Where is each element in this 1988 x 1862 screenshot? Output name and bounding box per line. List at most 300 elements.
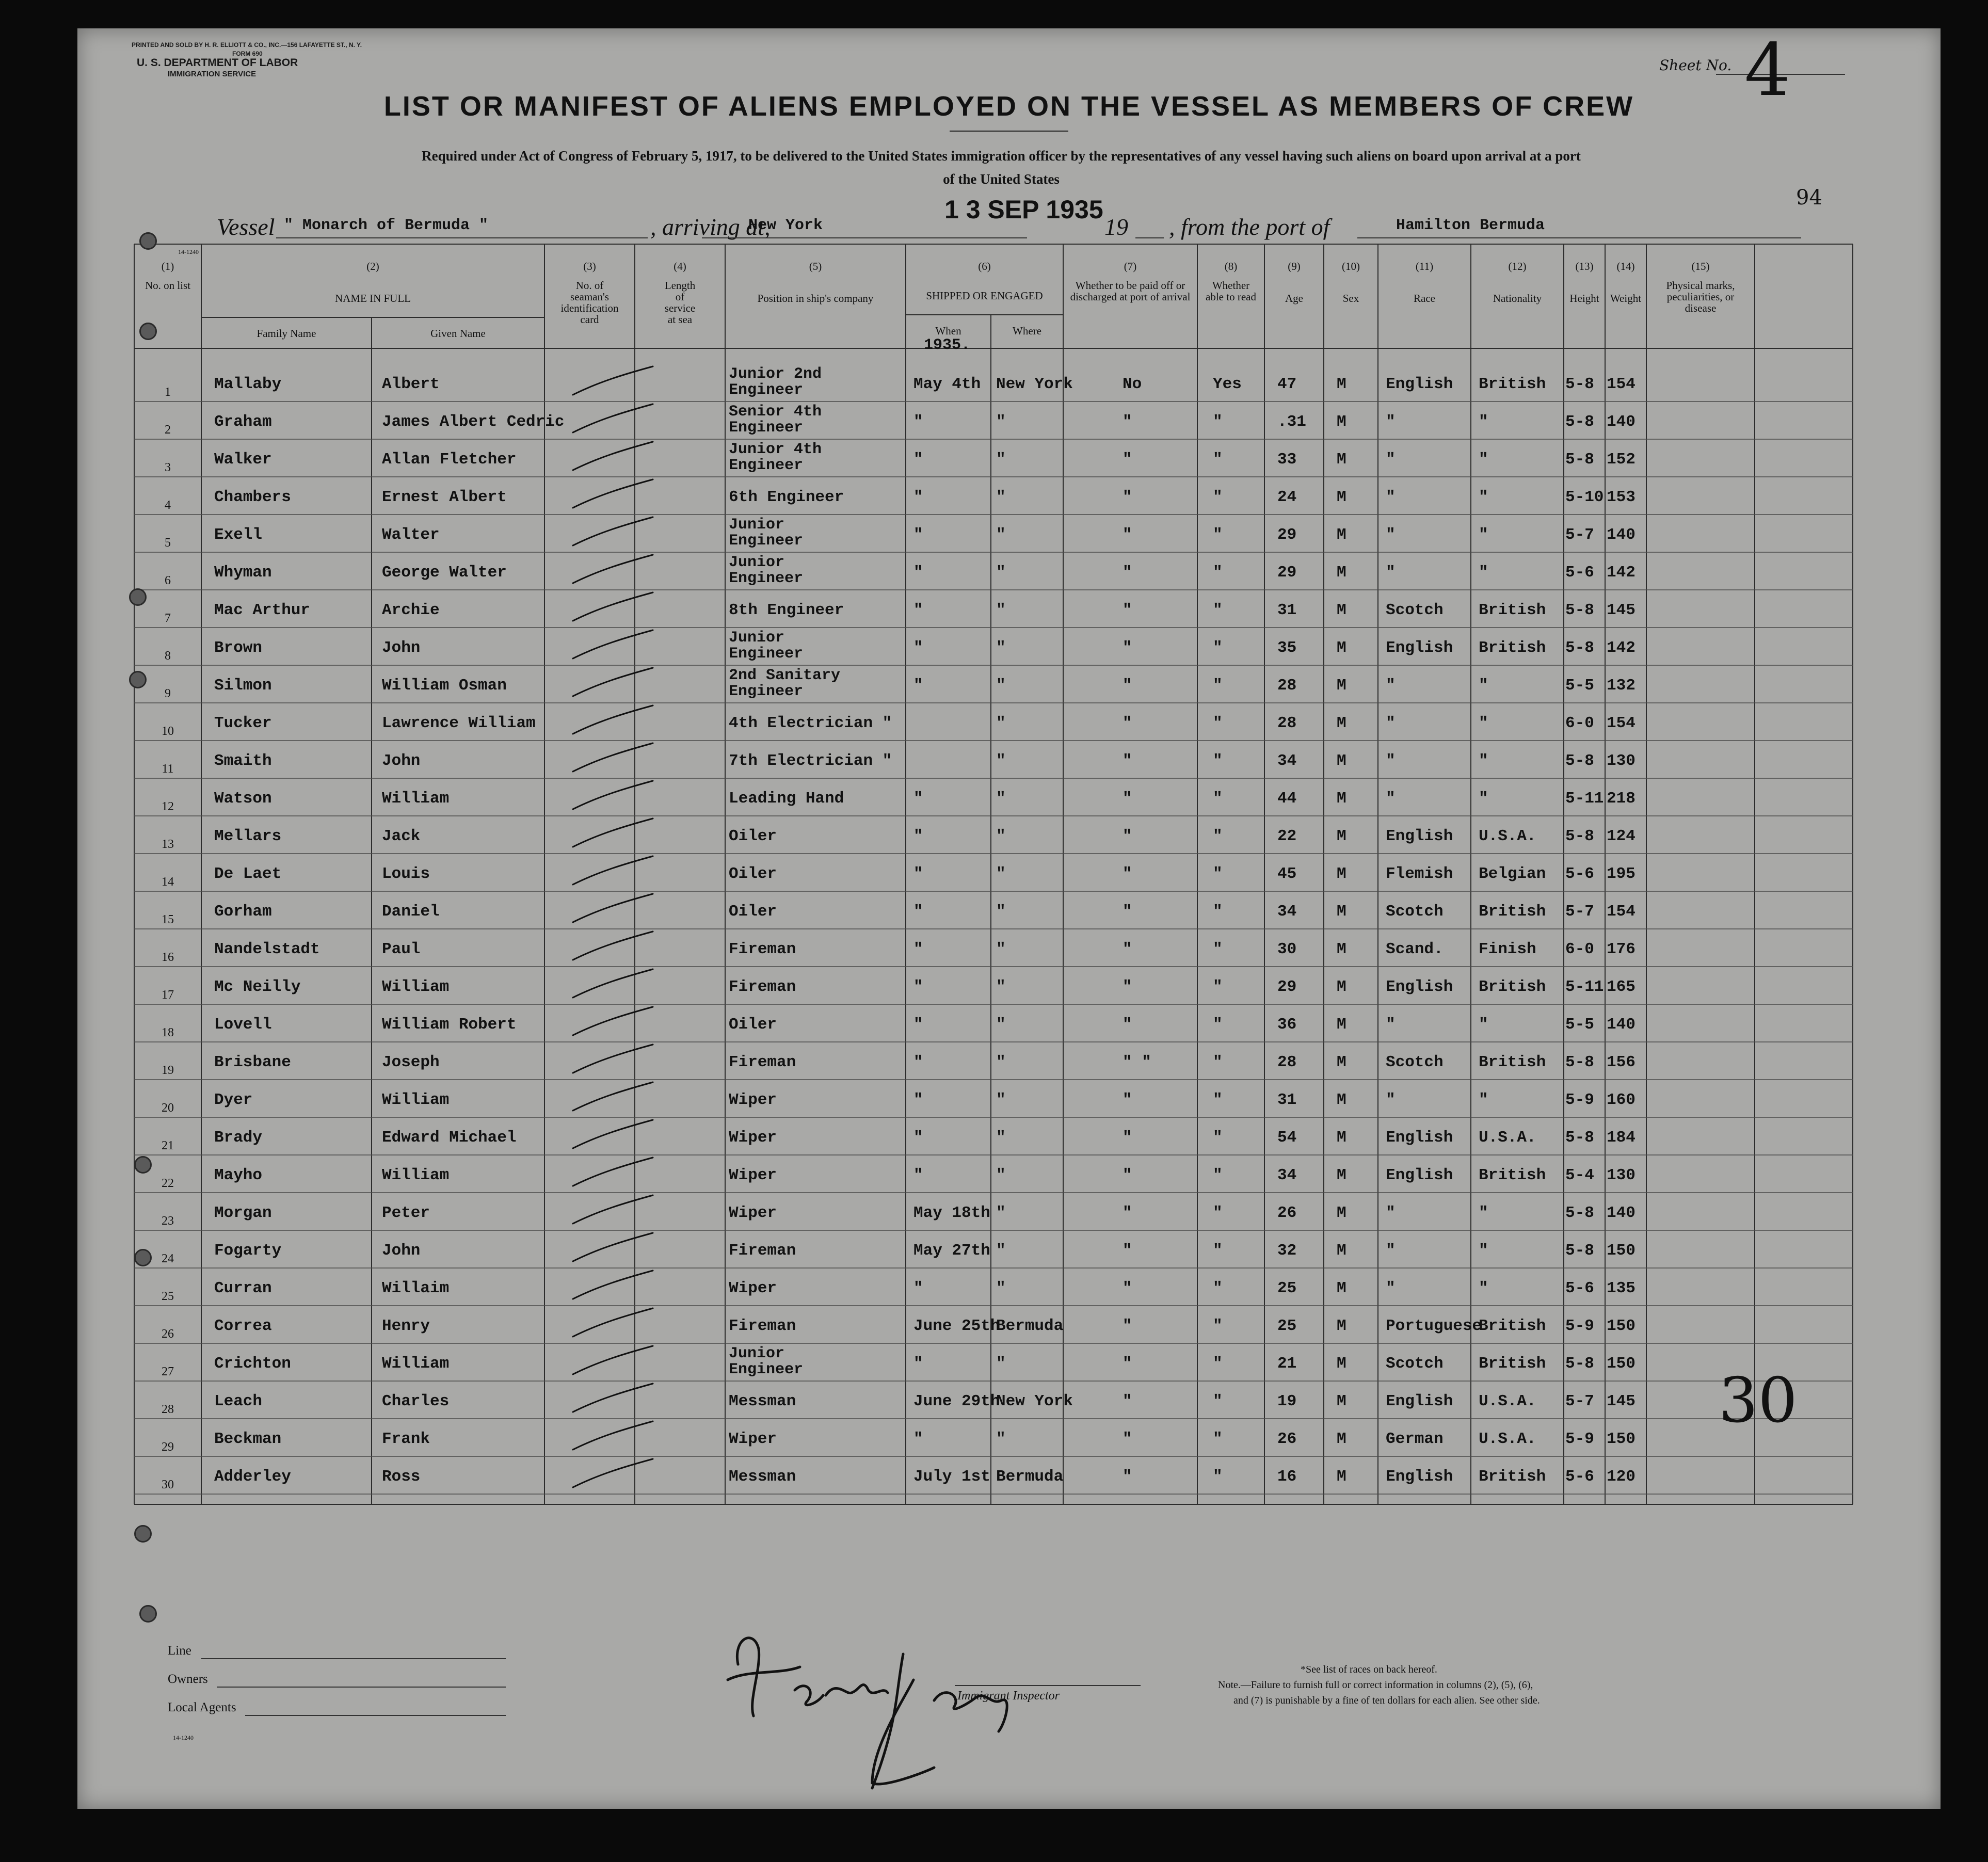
sex-cell: M	[1337, 714, 1346, 732]
race-cell: "	[1386, 1279, 1396, 1297]
able-to-read-cell: "	[1213, 752, 1223, 770]
shipped-when-cell: "	[913, 1053, 923, 1071]
shipped-where-cell: "	[996, 1242, 1006, 1260]
paid-off-cell: "	[1123, 413, 1132, 431]
col2-header	[201, 261, 544, 304]
weight-cell: 145	[1607, 1392, 1636, 1410]
height-cell: 5-4	[1565, 1166, 1594, 1184]
position-cell: Wiper	[729, 1166, 777, 1184]
col14-number: (14)	[1616, 260, 1635, 272]
family-name-cell: Correa	[214, 1317, 272, 1335]
weight-cell: 140	[1607, 526, 1636, 544]
shipped-when-cell: May 4th	[913, 375, 981, 393]
row-number: 27	[162, 1365, 174, 1378]
able-to-read-cell: "	[1213, 1392, 1223, 1410]
position-cell: Oiler	[729, 827, 777, 845]
punch-hole	[134, 1525, 152, 1543]
sex-cell: M	[1337, 1129, 1346, 1147]
col8-title: Whether able to read	[1206, 279, 1256, 303]
family-name-header: Family Name	[256, 327, 316, 340]
weight-cell: 154	[1607, 714, 1636, 732]
given-name-cell: Charles	[382, 1392, 450, 1410]
shipped-where-cell: "	[996, 865, 1006, 883]
able-to-read-cell: "	[1213, 1242, 1223, 1260]
shipped-when-cell: June 25th	[913, 1317, 1000, 1335]
nationality-cell: "	[1479, 526, 1488, 544]
page-title: LIST OR MANIFEST OF ALIENS EMPLOYED ON THE VESSEL AS MEMBERS OF CREW	[383, 91, 1634, 122]
col15-number: (15)	[1691, 260, 1710, 272]
nationality-cell: British	[1479, 1166, 1546, 1184]
paid-off-cell: "	[1123, 1129, 1132, 1147]
col6-year: 1935.	[924, 336, 971, 354]
family-name-cell: Crichton	[214, 1355, 291, 1373]
able-to-read-cell: "	[1213, 1279, 1223, 1297]
position-cell: Wiper	[729, 1279, 777, 1297]
punch-hole	[139, 1605, 157, 1623]
height-cell: 5-8	[1565, 639, 1594, 657]
vessel-label: Vessel	[217, 214, 275, 240]
given-name-cell: William	[382, 790, 450, 808]
col11-number: (11)	[1415, 260, 1434, 272]
age-cell: 19	[1277, 1392, 1297, 1410]
paid-off-cell: "	[1123, 1091, 1132, 1109]
family-name-cell: Watson	[214, 790, 272, 808]
col4-title: Length of service at sea	[664, 279, 696, 326]
family-name-cell: Leach	[214, 1392, 263, 1410]
sex-cell: M	[1337, 1016, 1346, 1034]
sex-cell: M	[1337, 564, 1346, 582]
given-name-cell: Edward Michael	[382, 1129, 517, 1147]
race-cell: English	[1386, 827, 1453, 845]
row-number: 5	[165, 536, 171, 550]
given-name-cell: Peter	[382, 1204, 430, 1222]
given-name-cell: Willaim	[382, 1279, 450, 1297]
given-name-cell: Albert	[382, 375, 440, 393]
family-name-cell: Mayho	[214, 1166, 263, 1184]
given-name-cell: Louis	[382, 865, 430, 883]
weight-cell: 154	[1607, 375, 1636, 393]
height-cell: 5-5	[1565, 1016, 1594, 1034]
age-cell: .31	[1277, 413, 1306, 431]
position-cell: Junior Engineer	[729, 629, 804, 663]
race-cell: English	[1386, 375, 1453, 393]
sex-cell: M	[1337, 677, 1346, 695]
paid-off-cell: "	[1123, 1355, 1132, 1373]
able-to-read-cell: "	[1213, 790, 1223, 808]
age-cell: 29	[1277, 526, 1297, 544]
sex-cell: M	[1337, 601, 1346, 619]
position-cell: Fireman	[729, 1317, 796, 1335]
shipped-when-cell: "	[913, 451, 923, 469]
shipped-where-cell: Bermuda	[996, 1317, 1064, 1335]
nationality-cell: British	[1479, 1468, 1546, 1486]
able-to-read-cell: "	[1213, 413, 1223, 431]
nationality-cell: U.S.A.	[1479, 827, 1536, 845]
id-card-tick	[573, 668, 653, 696]
family-name-cell: Mallaby	[214, 375, 282, 393]
col12-header	[1471, 261, 1564, 304]
col9-title: Age	[1285, 292, 1303, 304]
family-name-cell: Brady	[214, 1129, 263, 1147]
able-to-read-cell: "	[1213, 1317, 1223, 1335]
height-cell: 6-0	[1565, 940, 1594, 958]
sheet-number: 4	[1744, 28, 1791, 113]
margin-number: 94	[1796, 186, 1822, 210]
shipped-where-cell: "	[996, 564, 1006, 582]
position-cell: 2nd Sanitary Engineer	[729, 667, 841, 700]
race-cell: Flemish	[1386, 865, 1453, 883]
col10-title: Sex	[1342, 292, 1359, 304]
sex-cell: M	[1337, 790, 1346, 808]
shipped-where-cell: "	[996, 1053, 1006, 1071]
race-cell: Portuguese	[1386, 1317, 1482, 1335]
height-cell: 5-9	[1565, 1430, 1594, 1448]
nationality-cell: British	[1479, 978, 1546, 996]
age-cell: 29	[1277, 978, 1297, 996]
row-number: 15	[162, 913, 174, 926]
col13-number: (13)	[1575, 260, 1594, 272]
paid-off-cell: "	[1123, 865, 1132, 883]
position-cell: Oiler	[729, 903, 777, 921]
height-cell: 5-11	[1565, 978, 1604, 996]
shipped-when-cell: "	[913, 601, 923, 619]
race-cell: "	[1386, 1091, 1396, 1109]
given-name-cell: William	[382, 1166, 450, 1184]
id-card-tick	[573, 1233, 653, 1261]
race-cell: "	[1386, 413, 1396, 431]
row-number: 8	[165, 649, 171, 663]
given-name-cell: Archie	[382, 601, 440, 619]
given-name-cell: James Albert Cedric	[382, 413, 565, 431]
age-cell: 26	[1277, 1430, 1297, 1448]
id-card-tick	[573, 1346, 653, 1374]
family-name-cell: Chambers	[214, 488, 291, 506]
family-name-cell: Walker	[214, 451, 272, 469]
paid-off-cell: "	[1123, 1468, 1132, 1486]
sex-cell: M	[1337, 488, 1346, 506]
row-number: 23	[162, 1214, 174, 1228]
height-cell: 5-9	[1565, 1091, 1594, 1109]
position-cell: Wiper	[729, 1091, 777, 1109]
family-name-cell: Brisbane	[214, 1053, 291, 1071]
able-to-read-cell: "	[1213, 1129, 1223, 1147]
punch-hole	[139, 232, 157, 250]
shipped-when-cell: "	[913, 1016, 923, 1034]
position-cell: Fireman	[729, 1242, 796, 1260]
weight-cell: 152	[1607, 451, 1636, 469]
age-cell: 30	[1277, 940, 1297, 958]
family-name-cell: Smaith	[214, 752, 272, 770]
sex-cell: M	[1337, 903, 1346, 921]
weight-cell: 130	[1607, 1166, 1636, 1184]
height-cell: 5-7	[1565, 1392, 1594, 1410]
weight-cell: 130	[1607, 752, 1636, 770]
able-to-read-cell: "	[1213, 827, 1223, 845]
nationality-cell: "	[1479, 1204, 1488, 1222]
race-cell: German	[1386, 1430, 1444, 1448]
position-cell: 6th Engineer	[729, 488, 844, 506]
height-cell: 5-7	[1565, 903, 1594, 921]
given-name-cell: Ross	[382, 1468, 421, 1486]
height-cell: 5-8	[1565, 752, 1594, 770]
given-name-cell: Lawrence William	[382, 714, 536, 732]
date-stamp: 1 3 SEP 1935	[944, 195, 1103, 224]
paid-off-cell: "	[1123, 1016, 1132, 1034]
given-name-cell: Joseph	[382, 1053, 440, 1071]
given-name-cell: William	[382, 1091, 450, 1109]
race-cell: Scotch	[1386, 903, 1444, 921]
height-cell: 5-8	[1565, 1204, 1594, 1222]
given-name-cell: Jack	[382, 827, 421, 845]
id-card-tick	[573, 630, 653, 659]
nationality-cell: "	[1479, 1016, 1488, 1034]
col1-header	[134, 261, 201, 291]
age-cell: 21	[1277, 1355, 1297, 1373]
id-card-tick	[573, 442, 653, 470]
id-card-tick	[573, 479, 653, 508]
shipped-where-cell: "	[996, 1129, 1006, 1147]
line-label: Line	[168, 1644, 191, 1658]
nationality-cell: "	[1479, 677, 1488, 695]
position-cell: 8th Engineer	[729, 601, 844, 619]
shipped-where-cell: "	[996, 1166, 1006, 1184]
sex-cell: M	[1337, 1053, 1346, 1071]
given-name-cell: John	[382, 639, 421, 657]
row-number: 19	[162, 1064, 174, 1077]
given-name-cell: George Walter	[382, 564, 507, 582]
sex-cell: M	[1337, 827, 1346, 845]
row-number: 30	[162, 1478, 174, 1491]
row-number: 1	[165, 386, 171, 399]
col2-number: (2)	[366, 260, 379, 272]
position-cell: Leading Hand	[729, 790, 844, 808]
sex-cell: M	[1337, 375, 1346, 393]
age-cell: 26	[1277, 1204, 1297, 1222]
shipped-when-cell: "	[913, 790, 923, 808]
able-to-read-cell: "	[1213, 1430, 1223, 1448]
sex-cell: M	[1337, 639, 1346, 657]
age-cell: 34	[1277, 1166, 1297, 1184]
shipped-where-cell: "	[996, 1430, 1006, 1448]
shipped-where-cell: "	[996, 451, 1006, 469]
id-card-tick	[573, 1007, 653, 1035]
family-name-cell: Silmon	[214, 677, 272, 695]
col3-header	[544, 261, 635, 325]
id-card-tick	[573, 1120, 653, 1148]
tally-number: 30	[1719, 1365, 1798, 1437]
position-cell: Messman	[729, 1392, 796, 1410]
weight-cell: 140	[1607, 1204, 1636, 1222]
position-cell: Junior Engineer	[729, 554, 804, 587]
height-cell: 5-8	[1565, 1053, 1594, 1071]
col6-title: SHIPPED OR ENGAGED	[926, 290, 1043, 302]
agents-rule	[245, 1715, 506, 1716]
race-cell: Scotch	[1386, 1355, 1444, 1373]
col12-number: (12)	[1508, 260, 1527, 272]
height-cell: 5-7	[1565, 526, 1594, 544]
age-cell: 31	[1277, 1091, 1297, 1109]
height-cell: 6-0	[1565, 714, 1594, 732]
shipped-where-cell: New York	[996, 1392, 1073, 1410]
paid-off-cell: No	[1123, 375, 1142, 393]
able-to-read-cell: "	[1213, 1468, 1223, 1486]
shipped-where-cell: "	[996, 488, 1006, 506]
fine-note-line1: Note.—Failure to furnish full or correct information in columns (2), (5), (6),	[1218, 1679, 1533, 1691]
row-number: 16	[162, 951, 174, 964]
weight-cell: 145	[1607, 601, 1636, 619]
able-to-read-cell: "	[1213, 1355, 1223, 1373]
weight-cell: 150	[1607, 1242, 1636, 1260]
shipped-when-cell: "	[913, 865, 923, 883]
age-cell: 54	[1277, 1129, 1297, 1147]
family-name-cell: De Laet	[214, 865, 282, 883]
age-cell: 22	[1277, 827, 1297, 845]
row-number: 11	[162, 762, 174, 776]
paid-off-cell: " "	[1123, 1053, 1151, 1071]
id-card-tick	[573, 1421, 653, 1450]
height-cell: 5-8	[1565, 601, 1594, 619]
paid-off-cell: "	[1123, 1279, 1132, 1297]
col14-title: Weight	[1610, 292, 1642, 304]
age-cell: 33	[1277, 451, 1297, 469]
height-cell: 5-6	[1565, 1468, 1594, 1486]
shipped-where-cell: New York	[996, 375, 1073, 393]
race-cell: "	[1386, 1016, 1396, 1034]
age-cell: 34	[1277, 752, 1297, 770]
id-card-tick	[573, 404, 653, 432]
paid-off-cell: "	[1123, 940, 1132, 958]
shipped-when-cell: "	[913, 940, 923, 958]
weight-cell: 195	[1607, 865, 1636, 883]
nationality-cell: U.S.A.	[1479, 1392, 1536, 1410]
weight-cell: 165	[1607, 978, 1636, 996]
col9-header	[1264, 261, 1324, 304]
given-name-cell: William	[382, 978, 450, 996]
weight-cell: 135	[1607, 1279, 1636, 1297]
col2-title: NAME IN FULL	[335, 292, 411, 304]
paid-off-cell: "	[1123, 451, 1132, 469]
sex-cell: M	[1337, 526, 1346, 544]
id-card-tick	[573, 1045, 653, 1073]
given-name-cell: William	[382, 1355, 450, 1373]
id-card-tick	[573, 743, 653, 772]
id-card-tick	[573, 969, 653, 998]
age-cell: 28	[1277, 714, 1297, 732]
id-card-tick	[573, 856, 653, 885]
shipped-when-cell: "	[913, 978, 923, 996]
col5-number: (5)	[809, 260, 822, 272]
col6-where-header: Where	[1013, 325, 1041, 337]
weight-cell: 124	[1607, 827, 1636, 845]
able-to-read-cell: "	[1213, 940, 1223, 958]
position-cell: Senior 4th Engineer	[729, 403, 822, 437]
given-name-cell: John	[382, 752, 421, 770]
able-to-read-cell: "	[1213, 526, 1223, 544]
age-cell: 47	[1277, 375, 1297, 393]
weight-cell: 120	[1607, 1468, 1636, 1486]
sex-cell: M	[1337, 1430, 1346, 1448]
col15-header	[1646, 261, 1755, 314]
able-to-read-cell: "	[1213, 601, 1223, 619]
sex-cell: M	[1337, 1468, 1346, 1486]
race-cell: English	[1386, 1129, 1453, 1147]
given-name-cell: John	[382, 1242, 421, 1260]
position-cell: Junior 4th Engineer	[729, 441, 822, 474]
age-cell: 32	[1277, 1242, 1297, 1260]
shipped-when-cell: "	[913, 1355, 923, 1373]
col6-header	[906, 261, 1063, 301]
race-cell: Scotch	[1386, 601, 1444, 619]
id-card-tick	[573, 366, 653, 395]
race-cell: English	[1386, 639, 1453, 657]
race-cell: English	[1386, 1468, 1453, 1486]
nationality-cell: "	[1479, 1242, 1488, 1260]
from-line	[1357, 237, 1801, 238]
sex-cell: M	[1337, 1392, 1346, 1410]
col14-header	[1605, 261, 1646, 304]
weight-cell: 150	[1607, 1430, 1636, 1448]
row-number: 29	[162, 1440, 174, 1454]
inspector-label: Immigrant Inspector	[957, 1689, 1060, 1703]
race-cell: Scotch	[1386, 1053, 1444, 1071]
shipped-where-cell: "	[996, 714, 1006, 732]
line-rule	[201, 1658, 506, 1659]
col1-title: No. on list	[145, 279, 191, 292]
paid-off-cell: "	[1123, 752, 1132, 770]
shipped-when-cell: May 27th	[913, 1242, 990, 1260]
vessel-name: " Monarch of Bermuda "	[284, 217, 489, 234]
nationality-cell: British	[1479, 375, 1546, 393]
given-name-cell: Walter	[382, 526, 440, 544]
nationality-cell: British	[1479, 1317, 1546, 1335]
height-cell: 5-8	[1565, 1242, 1594, 1260]
family-name-cell: Brown	[214, 639, 263, 657]
age-cell: 25	[1277, 1317, 1297, 1335]
col5-title: Position in ship's company	[757, 292, 874, 304]
weight-cell: 140	[1607, 1016, 1636, 1034]
punch-hole	[139, 323, 157, 340]
nationality-cell: British	[1479, 639, 1546, 657]
able-to-read-cell: "	[1213, 1016, 1223, 1034]
col15-title: Physical marks, peculiarities, or disease	[1666, 279, 1735, 314]
race-cell: "	[1386, 752, 1396, 770]
shipped-where-cell: "	[996, 978, 1006, 996]
height-cell: 5-6	[1565, 564, 1594, 582]
nationality-cell: Belgian	[1479, 865, 1546, 883]
row-number: 14	[162, 875, 174, 889]
row-number: 10	[162, 725, 174, 738]
shipped-when-cell: "	[913, 827, 923, 845]
height-cell: 5-11	[1565, 790, 1604, 808]
race-cell: "	[1386, 714, 1396, 732]
sex-cell: M	[1337, 413, 1346, 431]
age-cell: 28	[1277, 1053, 1297, 1071]
shipped-where-cell: "	[996, 827, 1006, 845]
given-name-cell: William Osman	[382, 677, 507, 695]
shipped-when-cell: "	[913, 903, 923, 921]
row-number: 7	[165, 612, 171, 625]
row-number: 21	[162, 1139, 174, 1152]
family-name-cell: Beckman	[214, 1430, 282, 1448]
punch-hole	[134, 1249, 152, 1266]
nationality-cell: U.S.A.	[1479, 1129, 1536, 1147]
nationality-cell: British	[1479, 903, 1546, 921]
age-cell: 28	[1277, 677, 1297, 695]
nationality-cell: "	[1479, 1091, 1488, 1109]
able-to-read-cell: "	[1213, 564, 1223, 582]
form-code-bottom: 14-1240	[173, 1734, 194, 1741]
from-label: , from the port of	[1169, 214, 1330, 240]
